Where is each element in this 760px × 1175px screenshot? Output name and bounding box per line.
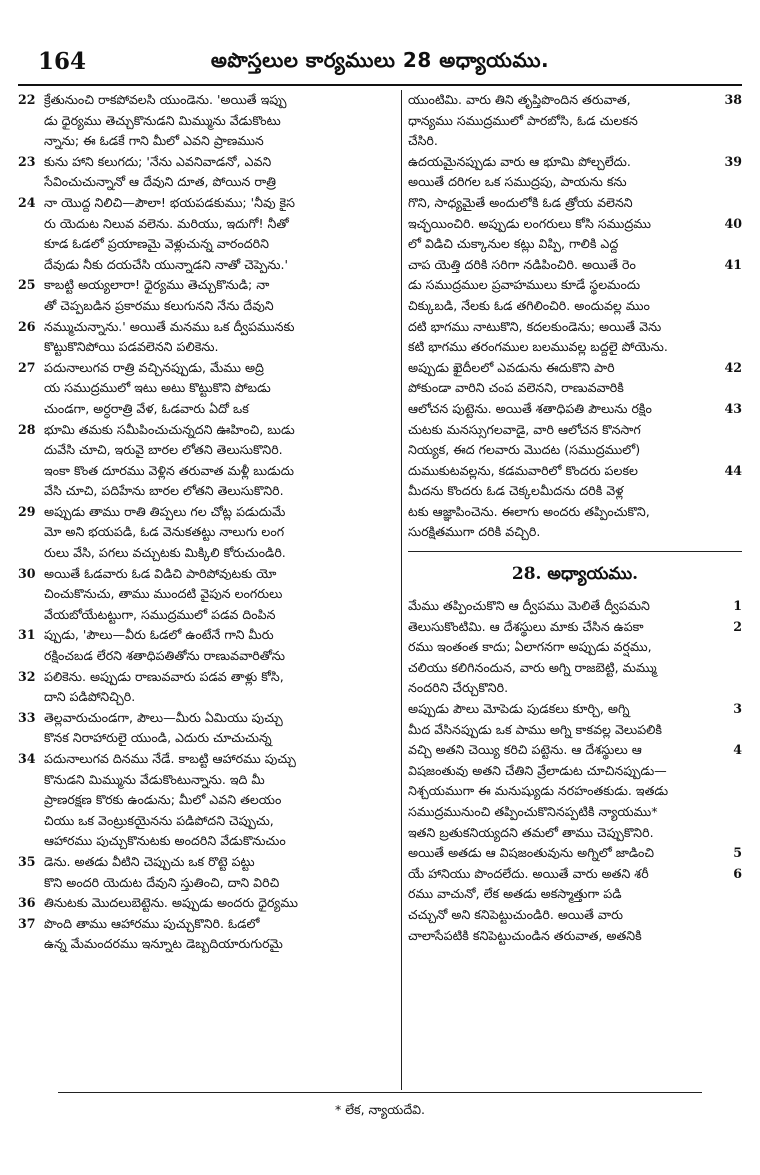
text-line (18, 873, 390, 894)
verse-text: మేము తప్పించుకొని ఆ ద్వీపము మెలితే ద్వీపమని (408, 598, 650, 614)
verse-text: ఉదయమైనప్పుడు వారు ఆ భూమి పోల్చలేదు. (408, 153, 631, 169)
verse-text: కును హాని కలుగదు; 'నేను ఎవనివాడనో, ఎవని (44, 153, 272, 169)
text-line (408, 617, 742, 638)
verse-text: చచ్చునో అని కనిపెట్టుచుండిరి. అయితే వారు (408, 906, 623, 922)
text-line (408, 275, 742, 296)
verse-text: డెను. అతడు వీటిని చెప్పుచు ఒక రొట్టె పట్టు (44, 853, 255, 869)
verse-text: ధాన్యము సముద్రములో పారబోసి, ఓడ చులకన (408, 112, 638, 128)
verse-text: చాప యెత్తి దరికి సరిగా నడిపించిరి. అయితే రెం (408, 256, 636, 272)
verse-text: కటి భాగము తరంగముల బలమువల్ల బద్దలై పోయెను. (408, 339, 668, 355)
verse-text: ఇతని బ్రతుకనియ్యదని తమలో తాము చెప్పుకొనిరి. (408, 824, 654, 840)
text-line (408, 152, 742, 173)
text-line (408, 255, 742, 276)
verse-number: 29 (18, 503, 36, 519)
page-footer (18, 1092, 742, 1132)
text-line (408, 678, 742, 699)
text-line (18, 399, 390, 420)
verse-number (18, 831, 44, 852)
text-line (408, 337, 742, 358)
text-line (18, 893, 390, 914)
text-line (18, 234, 390, 255)
text-line (408, 317, 742, 338)
verse-text: వచ్చి అతని చెయ్యి కరిచి పట్టెను. ఆ దేశస్థులు ఆ (408, 742, 642, 758)
verse-text: రులు వేసి, పగలు వచ్చుటకు మిక్కిలి కోరుచుండిరి. (44, 545, 286, 561)
verse-text: ఇచ్ఛయించిరి. అప్పుడు లంగరులు కోసి సముద్రము (408, 215, 651, 231)
text-line (18, 152, 390, 173)
text-line (408, 781, 742, 802)
verse-number (18, 131, 44, 152)
verse-number: 4 (733, 742, 742, 758)
verse-text: తినుటకు మొదలుబెట్టెను. అప్పుడు అందరు ధైర్యము (44, 895, 298, 911)
verse-text: పొంది తాము ఆహారము పుచ్చుకొనిరి. ఓడలో (44, 915, 260, 931)
verse-number (18, 522, 44, 543)
text-line (18, 564, 390, 585)
verse-text: కొట్టుకొనిపోయి పడవలెనని పలికెను. (44, 339, 219, 355)
verse-number: 1 (733, 598, 742, 614)
text-line (18, 831, 390, 852)
verse-text: చించుకొనుచు, తాము ముందటి వైపున లంగరులు (44, 586, 283, 602)
text-line (408, 740, 742, 761)
verse-number: 35 (18, 853, 36, 869)
text-line (18, 687, 390, 708)
right-column-chapter-27-text (408, 90, 742, 543)
verse-number: 40 (724, 215, 742, 231)
verse-number (18, 440, 44, 461)
text-line (408, 823, 742, 844)
verse-number (18, 543, 44, 564)
verse-number (18, 770, 44, 791)
verse-text: అప్పుడు పౌలు మోపెడు పుడకలు కూర్చి, అగ్ని (408, 701, 630, 717)
text-line (18, 358, 390, 379)
verse-text: నందరిని చేర్చుకొనిరి. (408, 680, 509, 696)
verse-text: డు ధైర్యము తెచ్చుకొనుడని మిమ్మును వేడుకొంటు (44, 112, 281, 128)
text-line (18, 749, 390, 770)
text-line (18, 543, 390, 564)
text-line (18, 296, 390, 317)
verse-number (18, 811, 44, 832)
verse-number (18, 934, 44, 955)
verse-number (18, 399, 44, 420)
text-line (408, 111, 742, 132)
verse-text: గొని, సాధ్యమైతే అందులోకి ఓడ త్రోయ వలెనని (408, 194, 633, 210)
verse-text: వేసి చూచి, పదిహేను బారల లోతని తెలుసుకొనిరి. (44, 483, 284, 499)
text-line (18, 461, 390, 482)
text-line (408, 761, 742, 782)
text-line (18, 790, 390, 811)
text-line (18, 522, 390, 543)
verse-text: భూమి తమకు సమీపించుచున్నదని ఊహించి, బుడు (44, 421, 295, 437)
running-title: అపొస్తలుల కార్యములు 28 అధ్యాయము. (210, 48, 550, 72)
verse-text: చుటకు మనస్సుగలవాడై, వారి ఆలోచన కొనసాగ (408, 421, 641, 437)
verse-text: న్నాను; ఈ ఓడకే గాని మీలో ఎవని ప్రాణమున (44, 133, 264, 149)
text-line (18, 420, 390, 441)
verse-text: చిక్కుబడి, నేలకు ఓడ తగిలించిరి. అందువల్ల ముం (408, 297, 650, 313)
verse-text: క్రేతునుంచి రాకపోవలసి యుండెను. 'అయితే ఇప్పు (44, 92, 287, 107)
verse-text: చియు ఒక వెంట్రుకయైనను పడిపోదని చెప్పుచు, (44, 812, 274, 828)
verse-text: సముద్రమునుంచి తప్పించుకొనినప్పటికి న్యాయము* (408, 804, 658, 819)
verse-text: దేవుడు నీకు దయచేసి యున్నాడని నాతో చెప్పెను.' (44, 256, 288, 272)
text-line (408, 131, 742, 152)
verse-text: అప్పుడు తాము రాతి తిప్పలు గల చోట్ల పడుదుమే (44, 503, 286, 519)
verse-text: చాలాసేపటికి కనిపెట్టుచుండిన తరువాత, అతనికి (408, 927, 642, 943)
text-line (18, 605, 390, 626)
verse-text: యే హానియు పొందలేదు. అయితే వారు అతని శరీ (408, 865, 649, 881)
verse-number: 25 (18, 277, 36, 293)
text-line (408, 522, 742, 543)
verse-text: పదునాలుగవ దినము నేడే. కాబట్టి ఆహారము పుచ్చు (44, 751, 296, 766)
verse-text: పదునాలుగవ రాత్రి వచ్చినప్పుడు, మేము అద్రి (44, 359, 264, 375)
verse-text: ఆలోచన పుట్టెను. అయితే శతాధిపతి పౌలును రక్షిం (408, 400, 652, 416)
verse-number: 5 (733, 845, 742, 861)
verse-number: 30 (18, 565, 36, 581)
verse-text: రక్షించబడ లేరని శతాధిపతితోను రాణువవారితోను (44, 648, 285, 664)
verse-number (18, 481, 44, 502)
verse-number (18, 728, 44, 749)
text-line (18, 337, 390, 358)
chapter-heading: 28. అధ్యాయము. (408, 551, 742, 596)
verse-number: 34 (18, 751, 36, 766)
verse-text: అయితే దరిగల ఒక సముద్రపు, పాయను కను (408, 174, 627, 190)
text-line (18, 646, 390, 667)
text-line (408, 193, 742, 214)
verse-number (18, 214, 44, 235)
verse-text: తెల్లవారుచుండగా, పౌలు—మీరు ఏమియు పుచ్చు (44, 709, 283, 725)
verse-number: 41 (724, 256, 742, 272)
verse-number: 32 (18, 668, 36, 684)
verse-number: 3 (733, 701, 742, 717)
verse-text: ప్రాణరక్షణ కొరకు ఉండును; మీలో ఎవని తలయం (44, 792, 282, 808)
text-line (18, 255, 390, 276)
text-line (408, 658, 742, 679)
text-line (18, 667, 390, 688)
verse-text: చుండగా, అర్ధరాత్రి వేళ, ఓడవారు ఏదో ఒక (44, 400, 249, 416)
verse-text: దాని పడిపోనిచ్చిరి. (44, 689, 136, 705)
text-line (18, 317, 390, 338)
text-line (18, 708, 390, 729)
verse-text: నియ్యక, ఈద గలవారు మొదట (సముద్రములో) (408, 442, 641, 458)
text-line (408, 234, 742, 255)
text-line (18, 934, 390, 955)
verse-text: నా యొద్ద నిలిచి—పౌలా! భయపడకుము; 'నీవు కైస (44, 194, 295, 210)
text-line (408, 884, 742, 905)
verse-text: ఇంకా కొంత దూరము వెళ్లిన తరువాత మళ్లీ బుడుదు (44, 462, 295, 478)
text-line (408, 296, 742, 317)
verse-number: 6 (733, 865, 742, 881)
verse-text: కూడ ఓడలో ప్రయాణమై వెళ్లుచున్న వారందరిని (44, 236, 269, 252)
text-line (408, 864, 742, 885)
verse-text: కొని అందరి యెదుట దేవుని స్తుతించి, దాని విరిచి (44, 874, 280, 890)
verse-number: 37 (18, 915, 36, 931)
verse-text: పలికెను. అప్పుడు రాణువవారు పడవ తాళ్లు కోసి, (44, 668, 284, 684)
verse-number (18, 296, 44, 317)
verse-number (18, 687, 44, 708)
text-line (408, 440, 742, 461)
verse-text: కొనుడని మిమ్మును వేడుకొంటున్నాను. ఇది మీ (44, 771, 265, 787)
verse-number (18, 790, 44, 811)
verse-number: 33 (18, 709, 36, 725)
verse-text: అయితే ఓడవారు ఓడ విడిచి పారిపోవుటకు యో (44, 565, 277, 581)
page-number: 164 (38, 48, 87, 75)
text-line (408, 637, 742, 658)
verse-text: అప్పుడు ఖైదీలలో ఎవడును ఈదుకొని పారి (408, 359, 615, 375)
verse-text: విషజంతువు అతని చేతిని వ్రేలాడుట చూచినప్పుడు— (408, 762, 667, 778)
verse-number: 26 (18, 318, 36, 334)
verse-text: టకు ఆజ్ఞాపించెను. ఈలాగు అందరు తప్పించుకొని, (408, 503, 650, 519)
text-line (408, 358, 742, 379)
verse-number: 39 (724, 153, 742, 169)
verse-text: దటి భాగము నాటుకొని, కదలకుండెను; అయితే వెను (408, 318, 662, 334)
text-line (408, 843, 742, 864)
verse-text: రము ఇంతంత కాదు; ఏలాగనగా అప్పుడు వర్షము, (408, 639, 652, 655)
verse-text: య సముద్రములో ఇటు అటు కొట్టుకొని పోబడు (44, 380, 271, 396)
text-line (18, 502, 390, 523)
footnote-rule (58, 1092, 702, 1093)
verse-number (18, 584, 44, 605)
text-line (18, 131, 390, 152)
verse-text: ఆహారము పుచ్చుకొనుటకు అందరిని వేడుకొనుచుం (44, 833, 286, 849)
verse-number (18, 646, 44, 667)
text-line (408, 905, 742, 926)
text-line (18, 811, 390, 832)
text-line (408, 699, 742, 720)
verse-text: డు సముద్రముల ప్రవాహములు కూడే స్థలమందు (408, 277, 641, 293)
verse-text: నమ్ముచున్నాను.' అయితే మనము ఒక ద్వీపమునకు (44, 318, 295, 334)
text-line (18, 275, 390, 296)
text-line (18, 111, 390, 132)
text-line (408, 399, 742, 420)
verse-number: 42 (724, 359, 742, 375)
verse-text: యుంటిమి. వారు తిని తృప్తిపొందిన తరువాత, (408, 92, 631, 107)
verse-text: కాబట్టి అయ్యలారా! ధైర్యము తెచ్చుకొనుడి; నా (44, 277, 270, 293)
text-line (408, 90, 742, 111)
verse-text: సేవించుచున్నానో ఆ దేవుని దూత, పోయిన రాత్రి (44, 174, 277, 190)
text-line (408, 596, 742, 617)
verse-number: 31 (18, 627, 36, 643)
verse-text: మీద వేసినప్పుడు ఒక పాము అగ్ని కాకవల్ల వెలుపలికి (408, 721, 662, 737)
verse-text: ఉన్న మేమందరము ఇన్నూట డెబ్బదియారుగురమై (44, 936, 283, 952)
verse-text: అయితే అతడు ఆ విషజంతువును అగ్నిలో జాడించి (408, 845, 655, 861)
text-line (18, 770, 390, 791)
text-line (18, 90, 390, 111)
text-line (18, 914, 390, 935)
verse-text: మీదను కొందరు ఓడ చెక్కలమీదను దరికి వెళ్ల (408, 483, 624, 499)
verse-number (18, 172, 44, 193)
text-line (18, 584, 390, 605)
left-column (18, 90, 396, 1090)
verse-text: ప్పుడు, 'పౌలు—వీరు ఓడలో ఉంటేనే గాని మీరు (44, 627, 274, 643)
verse-text: రము వాచునో, లేక అతడు అకస్మాత్తుగా పడి (408, 886, 622, 902)
verse-number: 2 (733, 618, 742, 634)
verse-text: లో విడిచి చుక్కానుల కట్లు విప్పి, గాలికి ఎద్ద (408, 236, 619, 252)
verse-number (18, 873, 44, 894)
text-line (18, 852, 390, 873)
verse-number: 44 (724, 462, 742, 478)
text-line (18, 214, 390, 235)
verse-text: చలియు కలిగినందున, వారు అగ్ని రాజబెట్టి, మమ్ము (408, 659, 657, 675)
text-line (18, 378, 390, 399)
verse-text: పోకుండా వారిని చంప వలెనని, రాణువవారికి (408, 380, 624, 396)
text-line (408, 214, 742, 235)
verse-text: కొనక నిరాహారులై యుండి, ఎదురు చూచుచున్న (44, 730, 272, 746)
verse-number: 27 (18, 359, 36, 375)
text-line (408, 420, 742, 441)
verse-text: నిశ్చయముగా ఈ మనుష్యుడు నరహంతకుడు. ఇతడు (408, 783, 669, 799)
verse-number (18, 111, 44, 132)
text-line (408, 802, 742, 823)
verse-number: 43 (724, 400, 742, 416)
page-header (18, 44, 742, 86)
verse-text: దువేసి చూచి, ఇరువై బారల లోతని తెలుసుకొనిరి. (44, 442, 283, 458)
verse-text: వేయబోయేటట్టుగా, సముద్రములో పడవ దింపిన (44, 606, 276, 622)
verse-number (18, 461, 44, 482)
text-line (18, 440, 390, 461)
verse-number (18, 378, 44, 399)
verse-number (18, 605, 44, 626)
verse-number (18, 255, 44, 276)
verse-text: తెలుసుకొంటిమి. ఆ దేశస్థులు మాకు చేసిన ఉపకా (408, 618, 644, 634)
verse-number: 28 (18, 421, 36, 437)
verse-number: 23 (18, 153, 36, 169)
text-line (408, 172, 742, 193)
verse-number (18, 337, 44, 358)
verse-text: చేసిరి. (408, 133, 438, 149)
text-line (408, 502, 742, 523)
verse-number: 36 (18, 895, 36, 911)
text-line (18, 172, 390, 193)
text-line (408, 926, 742, 947)
text-line (18, 625, 390, 646)
text-line (408, 720, 742, 741)
verse-number: 24 (18, 194, 36, 210)
column-divider (401, 90, 402, 1090)
text-line (18, 193, 390, 214)
verse-text: తో చెప్పబడిన ప్రకారము కలుగునని నేను దేవుని (44, 297, 274, 313)
verse-text: సురక్షితముగా దరికి వచ్చిరి. (408, 524, 541, 540)
footnote: * లేక, న్యాయదేవి. (334, 1102, 426, 1117)
right-column (408, 90, 742, 1090)
text-line (408, 481, 742, 502)
text-line (18, 481, 390, 502)
verse-text: దుముకుటవల్లను, కడమవారిలో కొందరు పలకల (408, 462, 638, 478)
text-line (408, 378, 742, 399)
verse-number (18, 234, 44, 255)
verse-text: రు యెదుట నిలువ వలెను. మరియు, ఇదుగో! నీతో (44, 215, 289, 231)
text-line (408, 461, 742, 482)
verse-text: మో అని భయపడి, ఓడ వెనుకతట్టు నాలుగు లంగ (44, 524, 285, 540)
verse-number: 38 (724, 92, 742, 107)
right-column-chapter-28-text (408, 596, 742, 946)
text-line (18, 728, 390, 749)
two-column-body (18, 90, 742, 1090)
verse-number: 22 (18, 92, 36, 107)
